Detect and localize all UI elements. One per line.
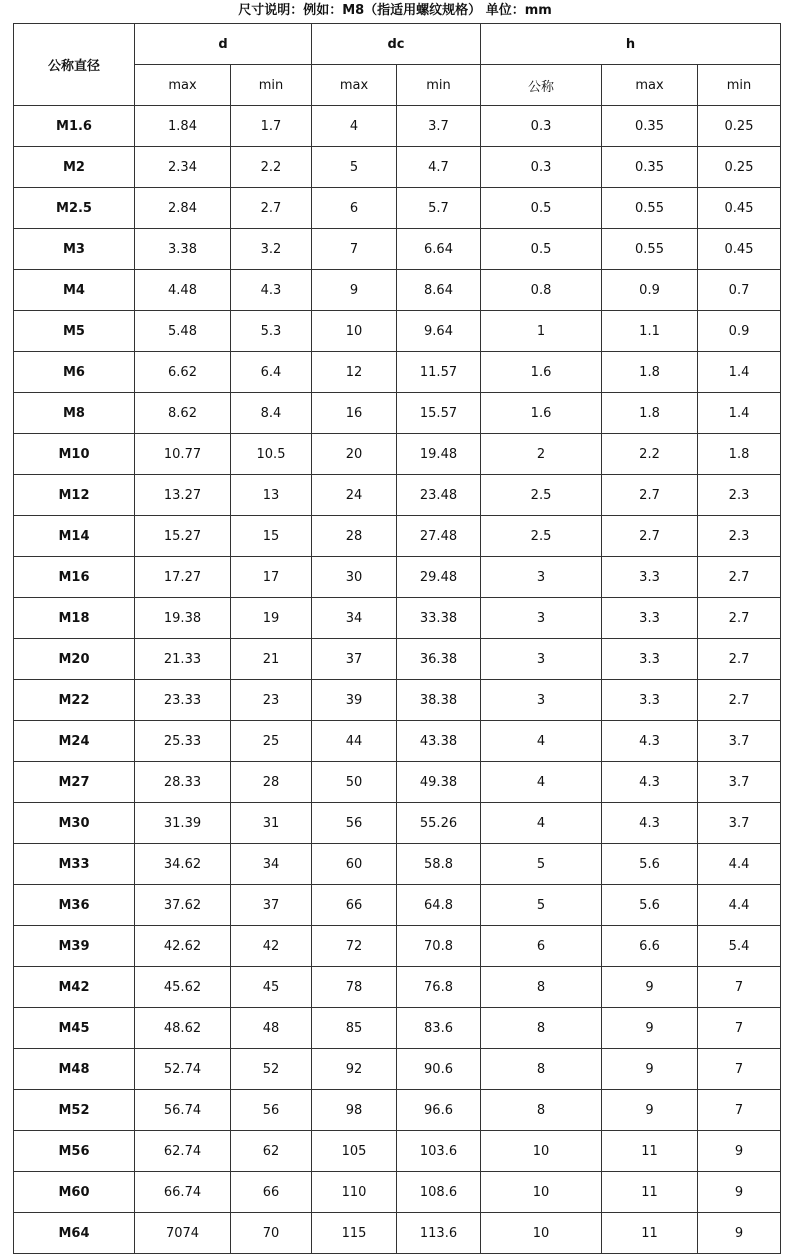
header-dc-max: max [312, 65, 397, 106]
table-row [14, 680, 781, 721]
cell-dc-min: 108.6 [397, 1172, 481, 1213]
cell-dc-min: 23.48 [397, 475, 481, 516]
cell-h-min: 7 [698, 967, 781, 1008]
cell-h-nominal: 1 [481, 311, 602, 352]
cell-size: M36 [14, 885, 135, 926]
cell-d-max: 4.48 [135, 270, 231, 311]
cell-dc-max: 78 [312, 967, 397, 1008]
cell-dc-min: 113.6 [397, 1213, 481, 1254]
cell-size: M10 [14, 434, 135, 475]
cell-d-max: 10.77 [135, 434, 231, 475]
cell-d-max: 19.38 [135, 598, 231, 639]
table-row [14, 147, 781, 188]
cell-h-nominal: 3 [481, 557, 602, 598]
cell-dc-max: 4 [312, 106, 397, 147]
table-row [14, 106, 781, 147]
cell-h-nominal: 4 [481, 803, 602, 844]
cell-h-min: 0.45 [698, 229, 781, 270]
table-row [14, 844, 781, 885]
cell-dc-max: 10 [312, 311, 397, 352]
table-row [14, 557, 781, 598]
cell-dc-max: 24 [312, 475, 397, 516]
cell-size: M3 [14, 229, 135, 270]
cell-size: M39 [14, 926, 135, 967]
cell-dc-min: 36.38 [397, 639, 481, 680]
cell-d-min: 13 [231, 475, 312, 516]
table-row [14, 393, 781, 434]
cell-d-max: 28.33 [135, 762, 231, 803]
table-row [14, 639, 781, 680]
cell-h-max: 1.8 [602, 393, 698, 434]
table-row [14, 434, 781, 475]
cell-dc-max: 115 [312, 1213, 397, 1254]
cell-dc-min: 11.57 [397, 352, 481, 393]
cell-h-max: 0.9 [602, 270, 698, 311]
table-row [14, 270, 781, 311]
cell-h-max: 3.3 [602, 680, 698, 721]
cell-d-min: 62 [231, 1131, 312, 1172]
table-row [14, 311, 781, 352]
header-group-d: d [135, 24, 312, 65]
cell-d-max: 66.74 [135, 1172, 231, 1213]
cell-size: M52 [14, 1090, 135, 1131]
table-row [14, 1213, 781, 1254]
cell-d-max: 2.84 [135, 188, 231, 229]
cell-h-max: 9 [602, 1008, 698, 1049]
cell-dc-min: 4.7 [397, 147, 481, 188]
header-h-min: min [698, 65, 781, 106]
cell-d-min: 56 [231, 1090, 312, 1131]
cell-dc-min: 19.48 [397, 434, 481, 475]
table-row [14, 516, 781, 557]
cell-h-nominal: 5 [481, 844, 602, 885]
header-group-h: h [481, 24, 781, 65]
cell-dc-min: 76.8 [397, 967, 481, 1008]
cell-size: M22 [14, 680, 135, 721]
cell-dc-min: 8.64 [397, 270, 481, 311]
cell-h-nominal: 4 [481, 721, 602, 762]
cell-h-max: 5.6 [602, 844, 698, 885]
cell-dc-min: 6.64 [397, 229, 481, 270]
cell-h-max: 2.2 [602, 434, 698, 475]
cell-h-min: 7 [698, 1049, 781, 1090]
cell-d-max: 45.62 [135, 967, 231, 1008]
cell-d-min: 15 [231, 516, 312, 557]
cell-dc-max: 16 [312, 393, 397, 434]
cell-size: M2 [14, 147, 135, 188]
cell-size: M20 [14, 639, 135, 680]
cell-d-min: 70 [231, 1213, 312, 1254]
cell-h-min: 1.4 [698, 393, 781, 434]
cell-h-min: 9 [698, 1131, 781, 1172]
cell-h-nominal: 8 [481, 1049, 602, 1090]
cell-h-max: 0.55 [602, 188, 698, 229]
cell-h-max: 2.7 [602, 475, 698, 516]
cell-h-nominal: 0.5 [481, 188, 602, 229]
cell-size: M56 [14, 1131, 135, 1172]
cell-h-min: 5.4 [698, 926, 781, 967]
cell-h-min: 0.25 [698, 147, 781, 188]
cell-size: M14 [14, 516, 135, 557]
cell-dc-min: 9.64 [397, 311, 481, 352]
cell-d-max: 13.27 [135, 475, 231, 516]
cell-size: M48 [14, 1049, 135, 1090]
cell-d-max: 34.62 [135, 844, 231, 885]
cell-h-nominal: 0.8 [481, 270, 602, 311]
cell-size: M33 [14, 844, 135, 885]
cell-dc-min: 70.8 [397, 926, 481, 967]
table-row [14, 1131, 781, 1172]
cell-h-nominal: 1.6 [481, 352, 602, 393]
cell-h-min: 2.3 [698, 475, 781, 516]
cell-d-max: 31.39 [135, 803, 231, 844]
cell-h-min: 7 [698, 1090, 781, 1131]
header-dc-min: min [397, 65, 481, 106]
cell-dc-max: 20 [312, 434, 397, 475]
cell-d-min: 25 [231, 721, 312, 762]
cell-h-max: 0.55 [602, 229, 698, 270]
cell-dc-max: 28 [312, 516, 397, 557]
cell-d-max: 37.62 [135, 885, 231, 926]
cell-d-max: 56.74 [135, 1090, 231, 1131]
cell-d-min: 37 [231, 885, 312, 926]
cell-size: M5 [14, 311, 135, 352]
table-row [14, 352, 781, 393]
cell-h-max: 0.35 [602, 106, 698, 147]
cell-size: M24 [14, 721, 135, 762]
cell-h-max: 9 [602, 967, 698, 1008]
cell-d-min: 23 [231, 680, 312, 721]
table-row [14, 229, 781, 270]
cell-d-min: 28 [231, 762, 312, 803]
cell-d-min: 8.4 [231, 393, 312, 434]
table-row [14, 803, 781, 844]
cell-h-nominal: 10 [481, 1131, 602, 1172]
cell-dc-max: 5 [312, 147, 397, 188]
cell-size: M16 [14, 557, 135, 598]
cell-h-nominal: 1.6 [481, 393, 602, 434]
header-size: 公称直径 [14, 24, 135, 106]
cell-h-min: 2.7 [698, 598, 781, 639]
cell-d-min: 66 [231, 1172, 312, 1213]
cell-d-min: 42 [231, 926, 312, 967]
cell-dc-min: 43.38 [397, 721, 481, 762]
cell-h-min: 3.7 [698, 721, 781, 762]
table-caption: 尺寸说明：例如：M8（指适用螺纹规格） 单位：mm [238, 3, 552, 18]
cell-h-min: 2.7 [698, 680, 781, 721]
cell-d-min: 1.7 [231, 106, 312, 147]
cell-h-nominal: 4 [481, 762, 602, 803]
cell-dc-max: 92 [312, 1049, 397, 1090]
cell-h-max: 0.35 [602, 147, 698, 188]
cell-h-min: 3.7 [698, 762, 781, 803]
table-row [14, 1090, 781, 1131]
cell-h-min: 2.7 [698, 639, 781, 680]
cell-h-min: 9 [698, 1172, 781, 1213]
cell-size: M2.5 [14, 188, 135, 229]
cell-h-max: 2.7 [602, 516, 698, 557]
table-row [14, 762, 781, 803]
table-row [14, 1008, 781, 1049]
cell-h-max: 6.6 [602, 926, 698, 967]
cell-size: M64 [14, 1213, 135, 1254]
cell-dc-min: 49.38 [397, 762, 481, 803]
cell-d-max: 5.48 [135, 311, 231, 352]
cell-size: M1.6 [14, 106, 135, 147]
table-row [14, 1049, 781, 1090]
table-row [14, 475, 781, 516]
cell-d-max: 2.34 [135, 147, 231, 188]
cell-dc-min: 29.48 [397, 557, 481, 598]
cell-size: M45 [14, 1008, 135, 1049]
cell-d-max: 48.62 [135, 1008, 231, 1049]
table-row [14, 967, 781, 1008]
cell-dc-max: 44 [312, 721, 397, 762]
cell-d-min: 2.7 [231, 188, 312, 229]
cell-d-max: 23.33 [135, 680, 231, 721]
cell-dc-min: 33.38 [397, 598, 481, 639]
cell-h-nominal: 5 [481, 885, 602, 926]
cell-dc-min: 55.26 [397, 803, 481, 844]
cell-h-max: 4.3 [602, 803, 698, 844]
cell-d-min: 19 [231, 598, 312, 639]
cell-h-min: 0.45 [698, 188, 781, 229]
cell-h-nominal: 3 [481, 598, 602, 639]
cell-dc-min: 64.8 [397, 885, 481, 926]
cell-h-nominal: 2.5 [481, 475, 602, 516]
cell-dc-min: 90.6 [397, 1049, 481, 1090]
cell-h-min: 3.7 [698, 803, 781, 844]
cell-h-max: 11 [602, 1131, 698, 1172]
cell-h-max: 11 [602, 1172, 698, 1213]
cell-h-nominal: 0.3 [481, 147, 602, 188]
cell-h-nominal: 10 [481, 1213, 602, 1254]
cell-size: M42 [14, 967, 135, 1008]
cell-h-nominal: 6 [481, 926, 602, 967]
cell-d-min: 31 [231, 803, 312, 844]
cell-dc-min: 3.7 [397, 106, 481, 147]
cell-h-min: 4.4 [698, 844, 781, 885]
cell-d-max: 42.62 [135, 926, 231, 967]
cell-dc-max: 6 [312, 188, 397, 229]
cell-h-max: 9 [602, 1090, 698, 1131]
cell-dc-max: 34 [312, 598, 397, 639]
table-row [14, 926, 781, 967]
cell-dc-min: 5.7 [397, 188, 481, 229]
cell-d-max: 3.38 [135, 229, 231, 270]
cell-h-min: 1.4 [698, 352, 781, 393]
table-row [14, 885, 781, 926]
cell-dc-max: 105 [312, 1131, 397, 1172]
cell-dc-max: 66 [312, 885, 397, 926]
cell-dc-max: 85 [312, 1008, 397, 1049]
cell-d-min: 2.2 [231, 147, 312, 188]
cell-d-min: 21 [231, 639, 312, 680]
cell-dc-min: 27.48 [397, 516, 481, 557]
cell-h-max: 5.6 [602, 885, 698, 926]
cell-size: M12 [14, 475, 135, 516]
cell-dc-max: 50 [312, 762, 397, 803]
table-row [14, 188, 781, 229]
cell-d-max: 1.84 [135, 106, 231, 147]
cell-h-max: 1.8 [602, 352, 698, 393]
cell-h-min: 0.25 [698, 106, 781, 147]
cell-dc-max: 12 [312, 352, 397, 393]
cell-dc-max: 39 [312, 680, 397, 721]
cell-d-min: 10.5 [231, 434, 312, 475]
cell-h-max: 11 [602, 1213, 698, 1254]
cell-h-min: 9 [698, 1213, 781, 1254]
cell-h-nominal: 8 [481, 1090, 602, 1131]
cell-dc-max: 60 [312, 844, 397, 885]
cell-h-nominal: 3 [481, 639, 602, 680]
cell-d-min: 52 [231, 1049, 312, 1090]
cell-size: M8 [14, 393, 135, 434]
header-group-dc: dc [312, 24, 481, 65]
cell-h-max: 1.1 [602, 311, 698, 352]
cell-h-max: 3.3 [602, 598, 698, 639]
cell-dc-min: 96.6 [397, 1090, 481, 1131]
cell-h-nominal: 2 [481, 434, 602, 475]
cell-d-min: 45 [231, 967, 312, 1008]
cell-d-max: 62.74 [135, 1131, 231, 1172]
cell-dc-min: 58.8 [397, 844, 481, 885]
cell-h-nominal: 8 [481, 1008, 602, 1049]
cell-dc-min: 15.57 [397, 393, 481, 434]
cell-h-min: 0.7 [698, 270, 781, 311]
cell-h-min: 4.4 [698, 885, 781, 926]
cell-h-min: 1.8 [698, 434, 781, 475]
cell-d-max: 25.33 [135, 721, 231, 762]
cell-size: M18 [14, 598, 135, 639]
cell-dc-min: 103.6 [397, 1131, 481, 1172]
table-row [14, 721, 781, 762]
cell-size: M60 [14, 1172, 135, 1213]
cell-dc-min: 38.38 [397, 680, 481, 721]
header-h-nominal: 公称 [481, 65, 602, 106]
cell-h-nominal: 2.5 [481, 516, 602, 557]
header-d-min: min [231, 65, 312, 106]
header-d-max: max [135, 65, 231, 106]
cell-dc-max: 9 [312, 270, 397, 311]
cell-d-max: 52.74 [135, 1049, 231, 1090]
cell-d-min: 4.3 [231, 270, 312, 311]
header-row-groups [14, 24, 781, 65]
cell-dc-max: 110 [312, 1172, 397, 1213]
cell-d-min: 6.4 [231, 352, 312, 393]
cell-d-max: 6.62 [135, 352, 231, 393]
cell-h-max: 9 [602, 1049, 698, 1090]
cell-h-min: 0.9 [698, 311, 781, 352]
cell-h-max: 3.3 [602, 557, 698, 598]
cell-d-max: 21.33 [135, 639, 231, 680]
cell-size: M6 [14, 352, 135, 393]
cell-h-nominal: 0.3 [481, 106, 602, 147]
cell-dc-max: 98 [312, 1090, 397, 1131]
cell-d-min: 48 [231, 1008, 312, 1049]
cell-d-min: 34 [231, 844, 312, 885]
cell-d-max: 15.27 [135, 516, 231, 557]
cell-dc-max: 7 [312, 229, 397, 270]
cell-h-nominal: 3 [481, 680, 602, 721]
cell-d-min: 3.2 [231, 229, 312, 270]
cell-dc-max: 30 [312, 557, 397, 598]
dimension-table [13, 23, 781, 1254]
cell-d-max: 17.27 [135, 557, 231, 598]
header-h-max: max [602, 65, 698, 106]
cell-dc-max: 37 [312, 639, 397, 680]
cell-size: M4 [14, 270, 135, 311]
cell-h-nominal: 10 [481, 1172, 602, 1213]
cell-h-max: 3.3 [602, 639, 698, 680]
cell-dc-min: 83.6 [397, 1008, 481, 1049]
cell-h-nominal: 8 [481, 967, 602, 1008]
cell-h-nominal: 0.5 [481, 229, 602, 270]
cell-h-min: 7 [698, 1008, 781, 1049]
cell-h-max: 4.3 [602, 762, 698, 803]
cell-size: M27 [14, 762, 135, 803]
cell-d-min: 17 [231, 557, 312, 598]
cell-size: M30 [14, 803, 135, 844]
cell-dc-max: 56 [312, 803, 397, 844]
table-row [14, 1172, 781, 1213]
table-body [14, 106, 781, 1254]
cell-d-max: 7074 [135, 1213, 231, 1254]
cell-h-min: 2.7 [698, 557, 781, 598]
cell-d-min: 5.3 [231, 311, 312, 352]
cell-h-min: 2.3 [698, 516, 781, 557]
cell-d-max: 8.62 [135, 393, 231, 434]
table-row [14, 598, 781, 639]
cell-h-max: 4.3 [602, 721, 698, 762]
cell-dc-max: 72 [312, 926, 397, 967]
